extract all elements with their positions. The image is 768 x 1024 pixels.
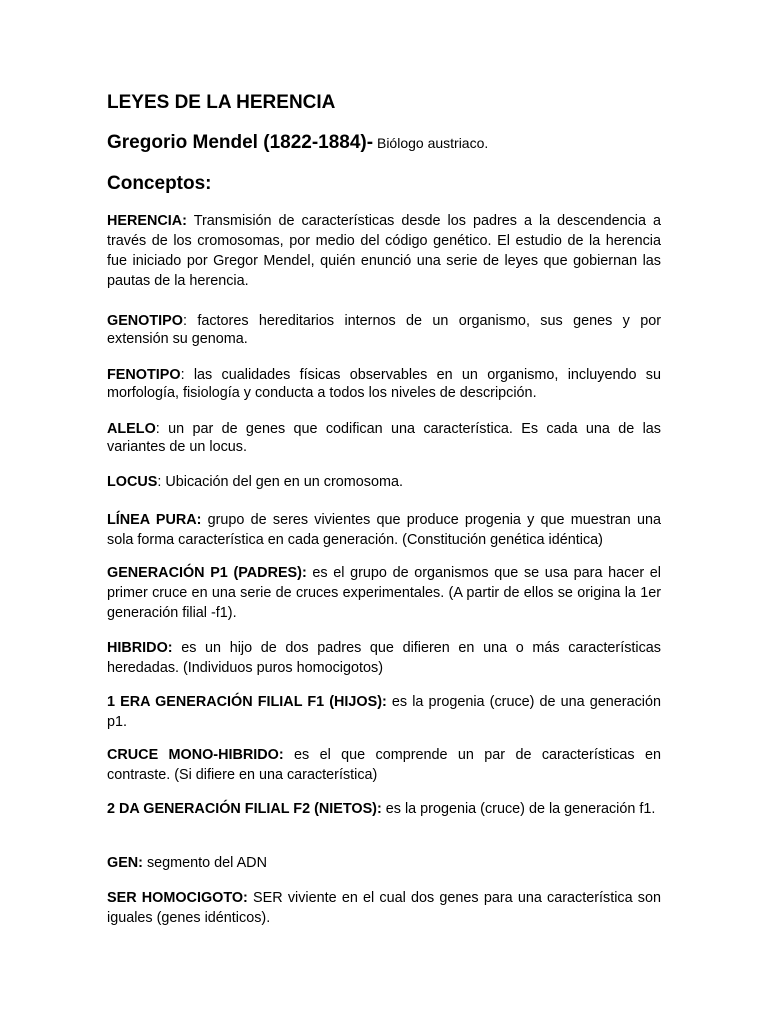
entry-locus: [107, 474, 661, 492]
entry-term: LOCUS: [107, 474, 158, 490]
entry-gen: [107, 853, 661, 873]
entry-term: CRUCE MONO-HIBRIDO:: [107, 747, 284, 763]
entry-term: 1 ERA GENERACIÓN FILIAL F1 (HIJOS):: [107, 694, 387, 710]
entry-term: SER HOMOCIGOTO:: [107, 890, 248, 906]
entry-text: segmento del ADN: [142, 855, 267, 871]
entry-fenotipo: [107, 367, 661, 402]
entry-text: es la progenia (cruce) de una generación p1.: [107, 694, 661, 730]
entry-text: : factores hereditarios internos de un organismo, sus genes y por extensión su genoma.: [107, 313, 661, 347]
entry-term: 2 DA GENERACIÓN FILIAL F2 (NIETOS):: [107, 801, 382, 817]
entry-term: FENOTIPO: [107, 367, 181, 383]
entry-text: : Ubicación del gen en un cromosoma.: [157, 474, 403, 490]
author-line: [107, 132, 488, 154]
entry-generacion-p1: [107, 563, 661, 623]
entry-text: : las cualidades físicas observables en un organismo, incluyendo su morfología, fisiología y conducta a todos los niveles de descripción.: [107, 367, 661, 401]
entry-text: SER viviente en el cual dos genes para una característica son iguales (genes idénticos).: [107, 890, 662, 926]
author-description: Biólogo austriaco.: [373, 135, 489, 151]
entry-herencia: [107, 211, 661, 291]
entry-term: GENOTIPO: [107, 313, 183, 329]
entry-term: GENERACIÓN P1 (PADRES):: [107, 565, 307, 581]
entry-term: HERENCIA:: [107, 213, 187, 229]
entry-genotipo: [107, 313, 661, 348]
entry-generacion-f2: [107, 799, 661, 819]
entry-term: ALELO: [107, 421, 156, 437]
entry-term: GEN:: [107, 855, 143, 871]
entry-text: Transmisión de características desde los padres a la descendencia a través de los cromosomas, por medio del código genético. El estudio de la herencia fue iniciado por Gregor Mendel, quién enunció una serie de leyes que gobiernan las pautas de la herencia.: [107, 213, 661, 289]
entry-ser-homocigoto: [107, 888, 661, 928]
entry-text: es la progenia (cruce) de la generación f1.: [381, 801, 656, 817]
entry-text: grupo de seres vivientes que produce progenia y que muestran una sola forma característica en cada generación. (Constitución genética idéntica): [107, 512, 661, 548]
entry-term: HIBRIDO:: [107, 640, 173, 656]
entry-text: es un hijo de dos padres que difieren en una o más características heredadas. (Individuos puros homocigotos): [107, 640, 661, 676]
entry-cruce-mono-hibrido: [107, 745, 661, 785]
document-title: LEYES DE LA HERENCIA: [107, 92, 336, 113]
entry-term: LÍNEA PURA:: [107, 512, 202, 528]
section-heading: Conceptos:: [107, 173, 212, 194]
entry-text: : un par de genes que codifican una característica. Es cada una de las variantes de un locus.: [107, 421, 661, 455]
entry-hibrido: [107, 638, 661, 678]
entry-text: es el que comprende un par de características en contraste. (Si difiere en una característica): [107, 747, 661, 783]
entry-text: es el grupo de organismos que se usa para hacer el primer cruce en una serie de cruces experimentales. (A partir de ellos se origina la 1er generación filial -f1).: [107, 565, 661, 621]
entry-linea-pura: [107, 510, 661, 550]
author-name: Gregorio Mendel (1822-1884)-: [107, 132, 374, 153]
entry-generacion-f1: [107, 692, 661, 732]
entry-alelo: [107, 421, 661, 456]
